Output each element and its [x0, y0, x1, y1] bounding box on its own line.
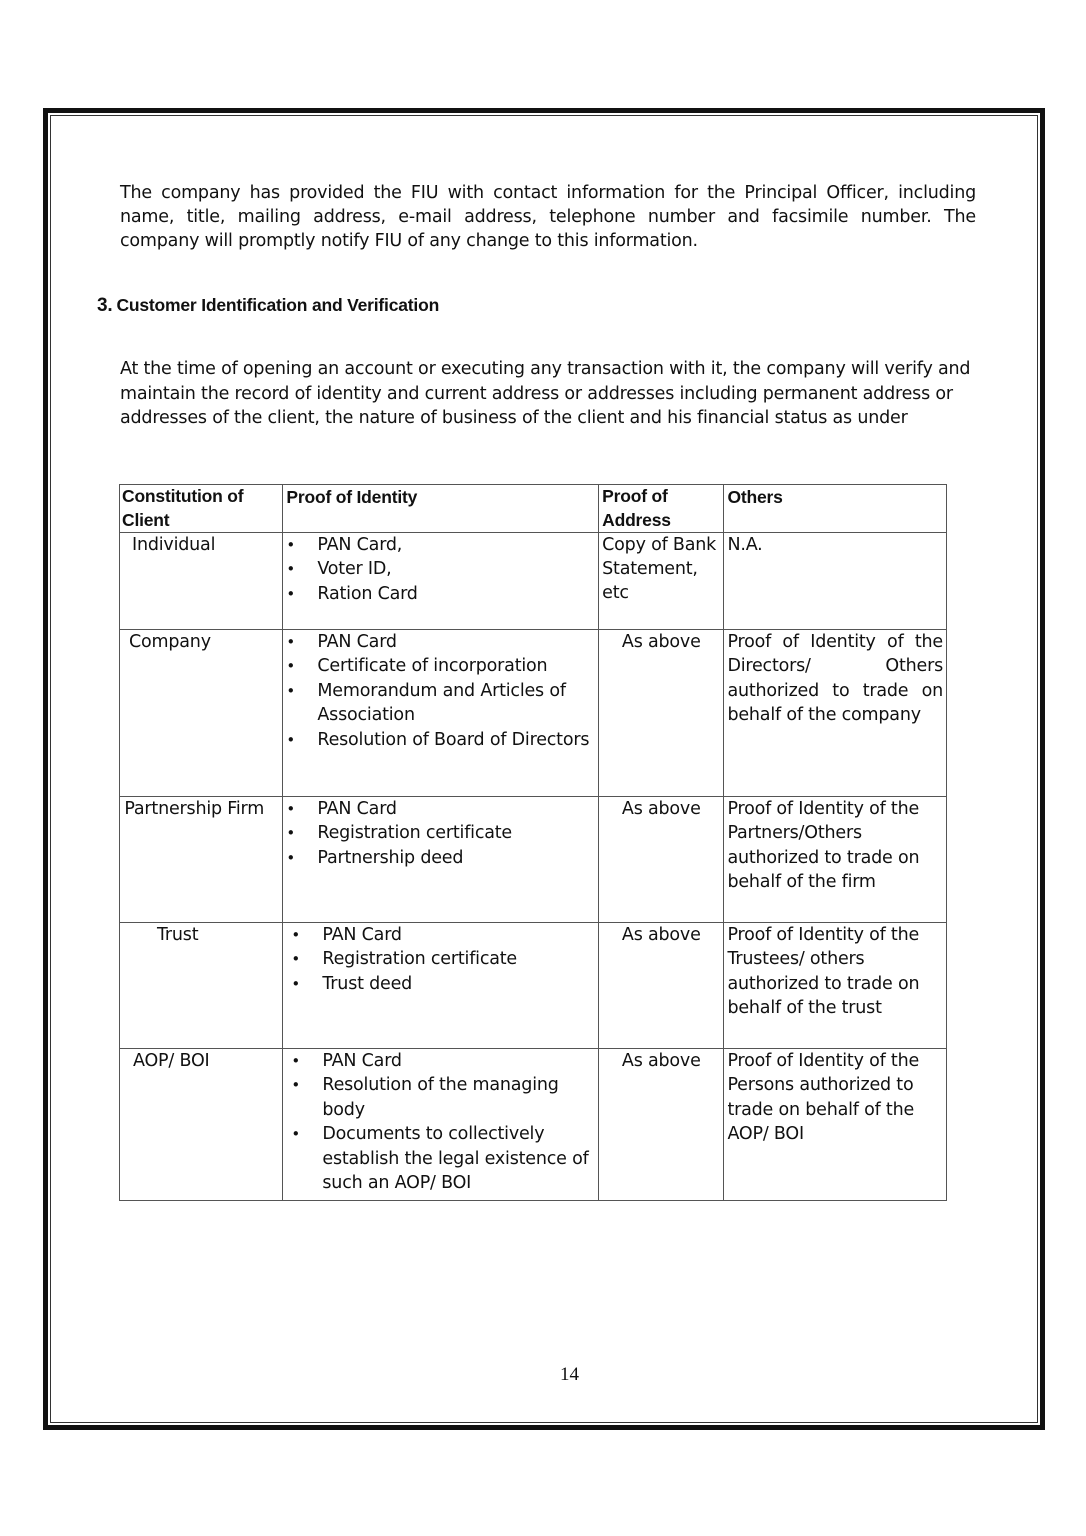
cell-identity: [283, 1049, 599, 1201]
table-row: [120, 533, 947, 630]
list-item: • Ration Card: [286, 582, 595, 606]
cell-others: Proof of Identity of the Partners/Others authorized to trade on behalf of the firm: [724, 797, 947, 923]
list-item: • Resolution of the managing body: [286, 1073, 595, 1122]
cell-address: As above: [599, 1049, 724, 1201]
list-item: • Trust deed: [286, 972, 595, 996]
header-others: Others: [724, 485, 947, 533]
list-item: • PAN Card: [286, 923, 595, 947]
table-row: [120, 1049, 947, 1201]
cell-identity: [283, 630, 599, 797]
cell-constitution: Trust: [120, 923, 283, 1049]
table-row: [120, 630, 947, 797]
cell-constitution: Individual: [120, 533, 283, 630]
cell-identity: [283, 797, 599, 923]
page-number: 14: [560, 1364, 579, 1385]
cell-address: Copy of Bank Statement, etc: [599, 533, 724, 630]
kyc-requirements-table: [119, 484, 947, 1201]
table-row: [120, 797, 947, 923]
identity-list: [286, 1049, 595, 1195]
list-item: • Partnership deed: [286, 846, 595, 870]
cell-address: As above: [599, 797, 724, 923]
header-identity: Proof of Identity: [283, 485, 599, 533]
list-item: • PAN Card,: [286, 533, 595, 557]
list-item: • PAN Card: [286, 630, 595, 654]
section-body: At the time of opening an account or executing any transaction with it, the company will verify and maintain the record of identity and current address or addresses including permanent address or addresses of the client, the nature of business of the client and his financial status as under: [120, 359, 971, 428]
list-item: • Registration certificate: [286, 821, 595, 845]
cell-address: As above: [599, 923, 724, 1049]
identity-list: [286, 533, 595, 606]
list-item: • Memorandum and Articles of Association: [286, 679, 595, 728]
cell-constitution: Partnership Firm: [120, 797, 283, 923]
table-row: [120, 923, 947, 1049]
cell-others: N.A.: [724, 533, 947, 630]
table-header-row: [120, 485, 947, 533]
cell-constitution: AOP/ BOI: [120, 1049, 283, 1201]
list-item: • Voter ID,: [286, 557, 595, 581]
cell-address: As above: [599, 630, 724, 797]
cell-constitution: Company: [120, 630, 283, 797]
section-title: Customer Identification and Verification: [116, 295, 440, 315]
list-item: • Resolution of Board of Directors: [286, 728, 595, 752]
header-constitution: Constitution of Client: [120, 485, 283, 533]
list-item: • Registration certificate: [286, 947, 595, 971]
section-heading: [97, 295, 439, 317]
cell-identity: [283, 923, 599, 1049]
identity-list: [286, 630, 595, 752]
cell-identity: [283, 533, 599, 630]
list-item: • PAN Card: [286, 1049, 595, 1073]
section-number: 3.: [97, 295, 113, 316]
list-item: • Certificate of incorporation: [286, 654, 595, 678]
cell-others: Proof of Identity of the Directors/ Others authorized to trade on behalf of the company: [724, 630, 947, 797]
identity-list: [286, 923, 595, 996]
list-item: • Documents to collectively establish the legal existence of such an AOP/ BOI: [286, 1122, 595, 1195]
list-item: • PAN Card: [286, 797, 595, 821]
identity-list: [286, 797, 595, 870]
intro-paragraph: The company has provided the FIU with contact information for the Principal Officer, including name, title, mailing address, e-mail address, telephone number and facsimile number. The company will promptly notify FIU of any change to this information.: [120, 183, 976, 251]
cell-others: Proof of Identity of the Persons authorized to trade on behalf of the AOP/ BOI: [724, 1049, 947, 1201]
cell-others: Proof of Identity of the Trustees/ others authorized to trade on behalf of the trust: [724, 923, 947, 1049]
header-address: Proof of Address: [599, 485, 724, 533]
